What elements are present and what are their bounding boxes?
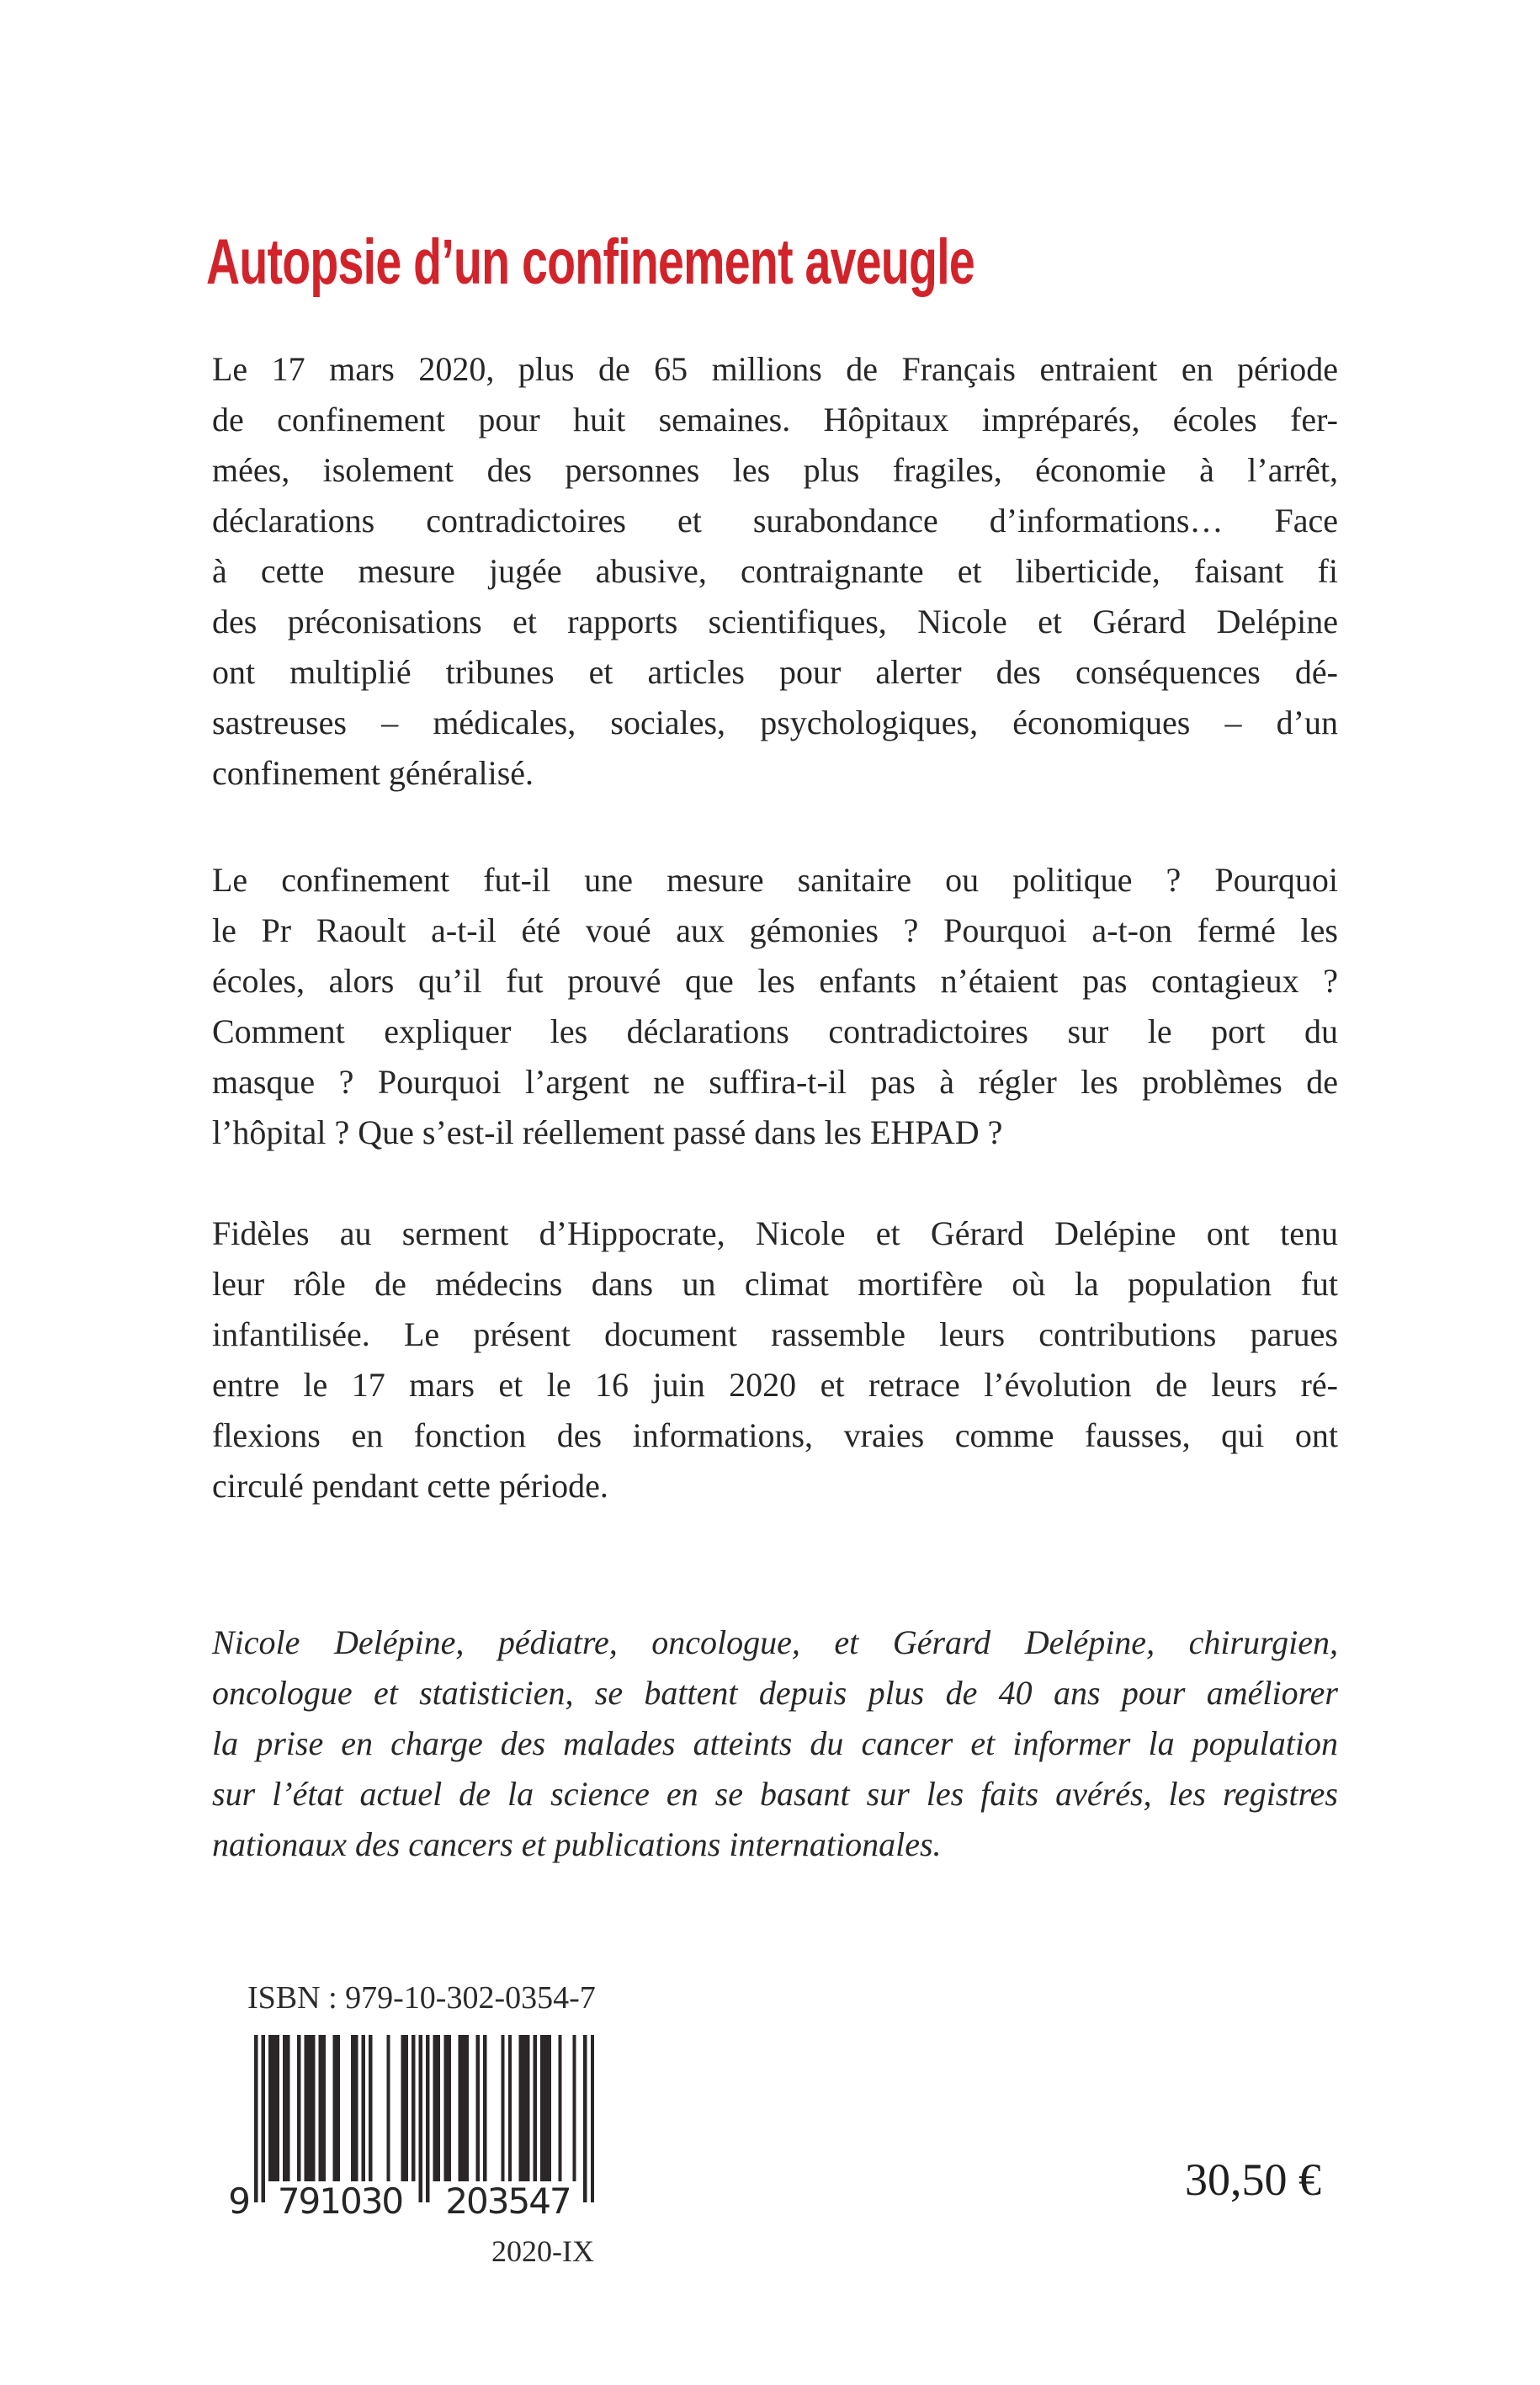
text-line: confinement généralisé.: [212, 754, 534, 792]
text-line: Le confinement fut-il une mesure sanitaire ou politique ? Pourquoi: [212, 861, 1338, 899]
text-line: écoles, alors qu’il fut prouvé que les enfants n’étaient pas contagieux ?: [212, 962, 1338, 1000]
text-line: la prise en charge des malades atteints du cancer et informer la population: [212, 1724, 1338, 1762]
edition-code: 2020-IX: [491, 2234, 594, 2268]
text-line: circulé pendant cette période.: [212, 1467, 608, 1505]
book-title: Autopsie d’un confinement aveugle: [206, 226, 975, 298]
synopsis-paragraph-1: [212, 344, 1338, 799]
text-line: sastreuses – médicales, sociales, psychologiques, économiques – d’un: [212, 704, 1338, 741]
text-line: leur rôle de médecins dans un climat mortifère où la population fut: [212, 1265, 1338, 1303]
barcode-digits-group-1: 791030: [277, 2180, 403, 2222]
text-line: des préconisations et rapports scientifiques, Nicole et Gérard Delépine: [212, 603, 1338, 640]
text-line: oncologue et statisticien, se battent depuis plus de 40 ans pour améliorer: [212, 1674, 1338, 1712]
text-line: l’hôpital ? Que s’est-il réellement passé dans les EHPAD ?: [212, 1113, 1003, 1151]
text-line: le Pr Raoult a-t-il été voué aux gémonies ? Pourquoi a-t-on fermé les: [212, 911, 1338, 949]
synopsis-paragraph-3: [212, 1208, 1338, 1511]
text-line: mées, isolement des personnes les plus fragiles, économie à l’arrêt,: [212, 451, 1338, 489]
barcode-bars: [254, 2035, 594, 2202]
text-line: ont multiplié tribunes et articles pour alerter des conséquences dé-: [212, 653, 1338, 691]
ean13-barcode: [254, 2035, 594, 2202]
text-line: sur l’état actuel de la science en se basant sur les faits avérés, les registres: [212, 1775, 1338, 1813]
text-line: entre le 17 mars et le 16 juin 2020 et retrace l’évolution de leurs ré-: [212, 1366, 1338, 1404]
text-line: Le 17 mars 2020, plus de 65 millions de Français entraient en période: [212, 350, 1338, 388]
text-line: Nicole Delépine, pédiatre, oncologue, et Gérard Delépine, chirurgien,: [212, 1623, 1338, 1661]
synopsis-paragraph-2: [212, 855, 1338, 1158]
text-line: Comment expliquer les déclarations contradictoires sur le port du: [212, 1012, 1338, 1050]
text-line: à cette mesure jugée abusive, contraignante et liberticide, faisant fi: [212, 552, 1338, 590]
authors-bio-paragraph: [212, 1617, 1338, 1870]
barcode-digits-group-2: 203547: [445, 2180, 571, 2222]
text-line: Fidèles au serment d’Hippocrate, Nicole et Gérard Delépine ont tenu: [212, 1214, 1338, 1252]
text-line: nationaux des cancers et publications internationales.: [212, 1825, 942, 1863]
text-line: flexions en fonction des informations, vraies comme fausses, qui ont: [212, 1416, 1338, 1454]
text-line: masque ? Pourquoi l’argent ne suffira-t-il pas à régler les problèmes de: [212, 1063, 1338, 1101]
text-line: infantilisée. Le présent document rassemble leurs contributions parues: [212, 1315, 1338, 1353]
isbn-text: ISBN : 979-10-302-0354-7: [247, 1980, 596, 2016]
price-label: 30,50 €: [1185, 2154, 1321, 2205]
text-line: de confinement pour huit semaines. Hôpitaux impréparés, écoles fer-: [212, 401, 1338, 438]
barcode-digit-left: 9: [228, 2180, 249, 2222]
text-line: déclarations contradictoires et surabondance d’informations… Face: [212, 502, 1338, 539]
